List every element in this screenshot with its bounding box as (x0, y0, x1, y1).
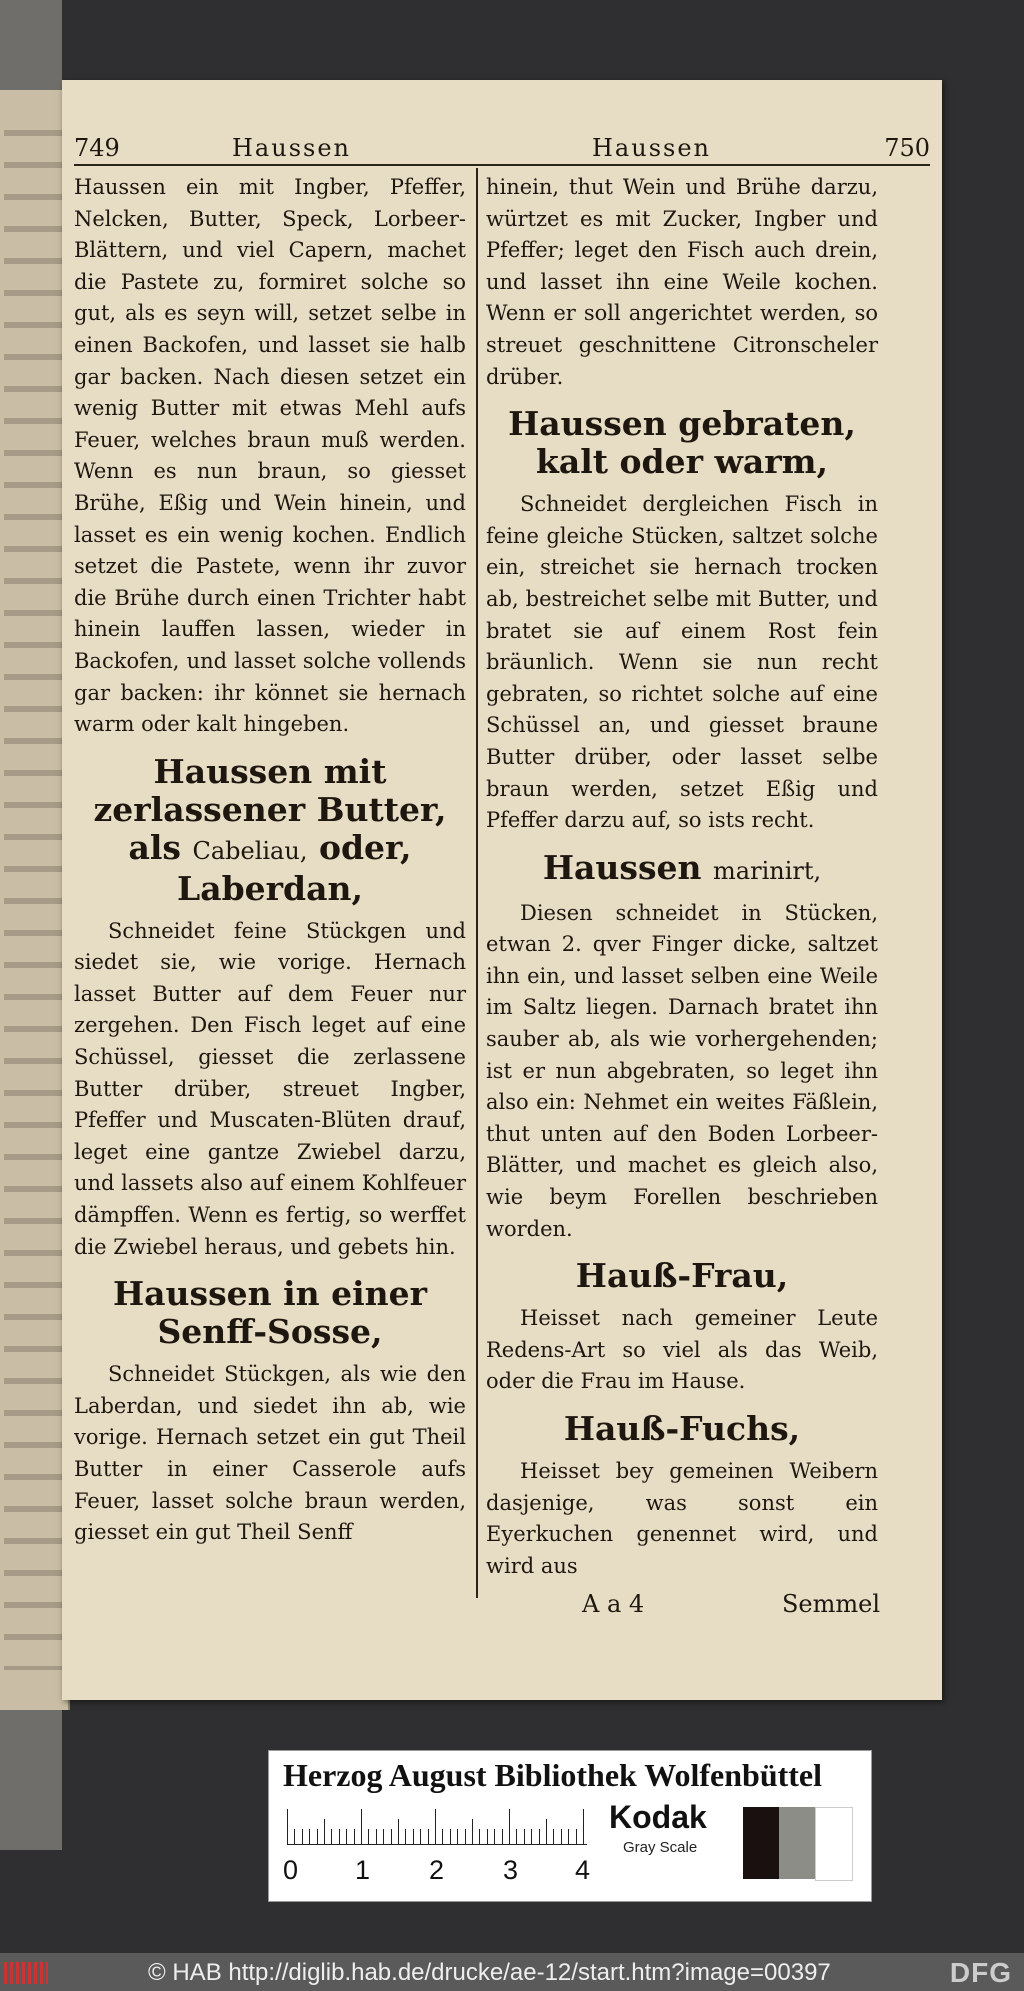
paragraph: Diesen schneidet in Stücken, etwan 2. qver Finger dicke, saltzet ihn ein, und lasset selben eine Weile im Saltz liegen. Darnach bratet ihn sauber ab, als wie vorhergehenden; ist er nun abgebraten, so leget ihn also ein: Nehmet ein weites Fäßlein, thut unten auf den Boden Lorbeer-Blätter, und machet es gleich also, wie beym Forellen beschrieben worden. (486, 900, 878, 1241)
ruler-tick (383, 1829, 384, 1845)
ruler-tick (472, 1819, 473, 1845)
ruler-tick (561, 1829, 562, 1845)
ruler-tick (479, 1829, 480, 1845)
ruler-tick (450, 1829, 451, 1845)
dfg-logo: DFG (949, 1957, 1012, 1988)
ruler-tick (524, 1829, 525, 1845)
bleed-through-text (4, 130, 64, 1670)
book-spread (62, 80, 942, 1700)
gray-swatch-black (743, 1807, 779, 1879)
ruler-tick (539, 1829, 540, 1845)
paragraph: Heisset nach gemeiner Leute Redens-Art so viel als das Weib, oder die Frau im Hause. (486, 1306, 878, 1394)
left-running-head: Haussen (232, 134, 351, 162)
signature-mark: A a 4 (582, 1590, 645, 1618)
ruler-tick (531, 1829, 532, 1845)
heading-text: Haussen (542, 847, 702, 887)
ruler-tick (309, 1829, 310, 1845)
ruler-tick (494, 1829, 495, 1845)
page-header (74, 128, 930, 166)
ruler-number: 4 (575, 1855, 591, 1885)
catchword: Semmel (781, 1590, 880, 1618)
ruler-tick (398, 1819, 399, 1845)
ruler-tick (287, 1809, 288, 1845)
ruler-tick (509, 1809, 510, 1845)
ruler-tick (361, 1809, 362, 1845)
section-heading: Haussen gebraten, kalt oder warm, (508, 404, 856, 482)
ruler-tick (317, 1829, 318, 1845)
ruler-tick (376, 1829, 377, 1845)
ruler-tick (457, 1829, 458, 1845)
ruler-tick (420, 1829, 421, 1845)
ruler-tick (442, 1829, 443, 1845)
ruler-tick (413, 1829, 414, 1845)
section-heading (74, 753, 466, 908)
ruler-tick (516, 1829, 517, 1845)
section-heading: Hauß-Frau, (575, 1256, 789, 1296)
ruler-tick (294, 1829, 295, 1845)
section-heading: Haussen in einer Senff-Sosse, (112, 1274, 428, 1352)
ruler-tick (487, 1829, 488, 1845)
paragraph: Schneidet Stückgen, als wie den Laberdan, und siedet ihn ab, wie vorige. Hernach setzet ein gut Theil Butter in einer Casserole aufs Feuer, lasset solche braun werden, giesset ein gut Theil Senff (74, 1362, 466, 1545)
ruler-tick (502, 1829, 503, 1845)
ruler-number: 2 (429, 1855, 445, 1885)
ruler-tick (435, 1809, 436, 1845)
gray-swatch-white (815, 1807, 853, 1881)
viewer-footer (0, 1953, 1024, 1991)
paragraph: Heisset bey gemeinen Weibern dasjenige, was sonst ein Eyerkuchen genennet wird, und wird aus (486, 1459, 878, 1578)
ruler-tick (339, 1829, 340, 1845)
ruler-tick (405, 1829, 406, 1845)
ruler-number: 0 (283, 1855, 299, 1885)
ruler-tick (465, 1829, 466, 1845)
ruler-tick (354, 1829, 355, 1845)
paragraph: Haussen ein mit Ingber, Pfeffer, Nelcken, Butter, Speck, Lorbeer-Blättern, und viel Capern, machet die Pastete zu, formiret solche so gut, als es seyn will, setzet selbe in einen Backofen, und lasset sie halb gar backen. Nach diesen setzet ein wenig Butter mit etwas Mehl aufs Feuer, welches braun muß werden. Wenn es nun braun, so giesset Brühe, Eßig und Wein hinein, und lasset es ein wenig kochen. Endlich setzet die Pastete, wenn ihr zuvor die Brühe durch einen Trichter habt hinein lauffen lassen, wieder in Backofen, und lasset solche vollends gar backen: ihr könnet sie hernach warm oder kalt hingeben. (74, 175, 466, 737)
ruler-numbers (283, 1855, 613, 1889)
ruler-tick (583, 1809, 584, 1845)
column-rule (476, 168, 478, 1598)
ruler-tick (391, 1829, 392, 1845)
heading-text-end: oder, Laberdan, (177, 827, 412, 908)
page-footer (62, 1590, 942, 1630)
ruler-number: 3 (503, 1855, 519, 1885)
right-page-number: 750 (884, 134, 930, 162)
left-column (74, 172, 466, 1555)
paragraph: hinein, thut Wein und Brühe darzu, würtzet es mit Zucker, Ingber und Pfeffer; leget den Fisch auch drein, und lasset ihn eine Weile kochen. Wenn er soll angerichtet werden, so streuet geschnittene Citronscheler drüber. (486, 175, 878, 389)
heading-text: Haussen mit zerlassener Butter, als (93, 751, 447, 867)
ruler-tick (302, 1829, 303, 1845)
ruler-number: 1 (355, 1855, 371, 1885)
ruler-tick (553, 1829, 554, 1845)
heading-antiqua: Cabeliau, (192, 836, 308, 865)
section-heading (486, 849, 878, 890)
color-reference-card (268, 1750, 872, 1902)
ruler-tick (546, 1819, 547, 1845)
left-page-number: 749 (74, 134, 120, 162)
paragraph: Schneidet dergleichen Fisch in feine gleiche Stücken, saltzet solche ein, streichet sie hernach trocken ab, bestreichet selbe mit Butter, und bratet sie auf einem Rost fein bräunlich. Wenn sie nun recht gebraten, so richtet solche auf eine Schüssel an, und giesset braune Butter drüber, oder lasset selbe braun werden, setzet Eßig und Pfeffer darzu auf, so ists recht. (486, 492, 878, 833)
ruler-tick (331, 1829, 332, 1845)
heading-small: marinirt, (713, 856, 822, 885)
ruler-tick (324, 1819, 325, 1845)
ruler (287, 1809, 587, 1845)
gray-swatch-mid (779, 1807, 815, 1879)
library-name: Herzog August Bibliothek Wolfenbüttel (283, 1757, 823, 1793)
right-column (486, 172, 878, 1588)
ruler-tick (346, 1829, 347, 1845)
barcode-icon (4, 1962, 48, 1984)
right-running-head: Haussen (592, 134, 711, 162)
ruler-tick (428, 1829, 429, 1845)
ruler-tick (368, 1829, 369, 1845)
copyright-link[interactable]: © HAB http://diglib.hab.de/drucke/ae-12/start.htm?image=00397 (148, 1959, 831, 1986)
previous-page-edge (0, 90, 70, 1710)
section-heading: Hauß-Fuchs, (563, 1409, 801, 1448)
ruler-tick (568, 1829, 569, 1845)
ruler-tick (576, 1829, 577, 1845)
kodak-logo: Kodak (609, 1799, 707, 1835)
paragraph: Schneidet feine Stückgen und siedet sie, wie vorige. Hernach lasset Butter auf dem Feuer nur zergehen. Den Fisch leget auf eine Schüssel, giesset die zerlassene Butter drüber, streuet Ingber, Pfeffer und Muscaten-Blüten drauf, leget eine gantze Zwiebel darzu, und lassets also auf einem Kohlfeuer dämpffen. Wenn es fertig, so werffet die Zwiebel heraus, und gebets hin. (74, 918, 466, 1259)
gray-scale-label: Gray Scale (623, 1839, 698, 1856)
